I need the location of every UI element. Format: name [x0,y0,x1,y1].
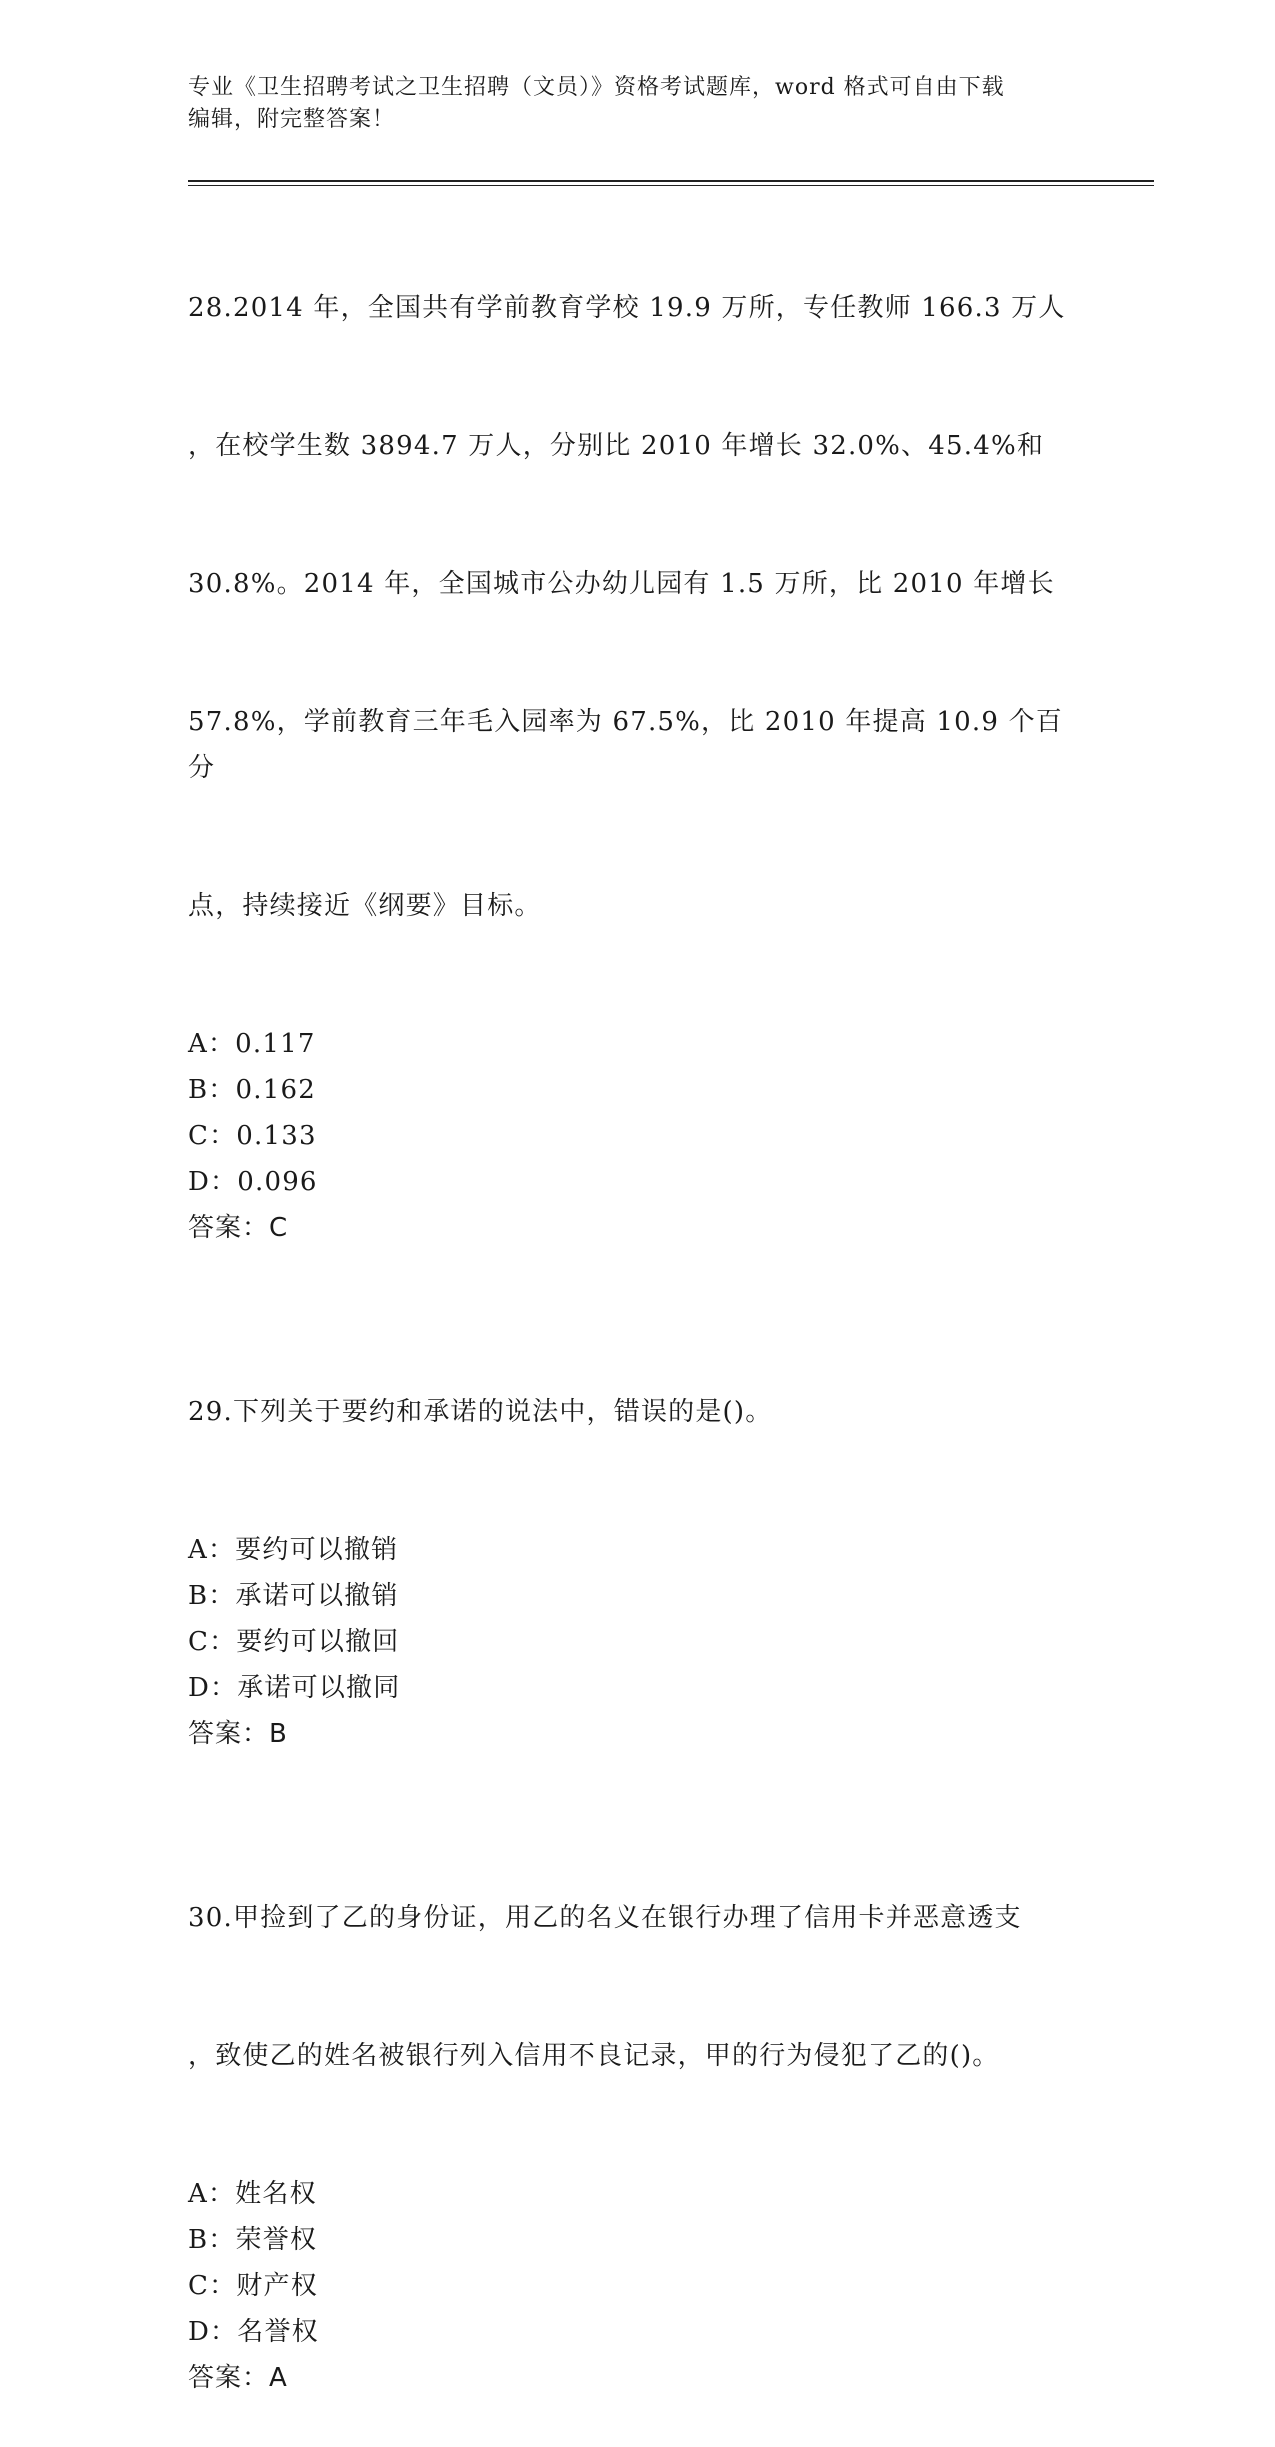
option-b: B：荣誉权 [188,2225,318,2255]
question-list [188,193,1088,2447]
stem-line: ，在校学生数 3894.7 万人，分别比 2010 年增长 32.0%、45.4%和 [188,431,1045,461]
answer-line: 答案：C [188,1213,289,1243]
option-b: B：0.162 [188,1075,316,1105]
option-a: A：姓名权 [188,2179,317,2209]
document-header [188,72,1088,136]
option-c: C：0.133 [188,1121,317,1151]
question-28 [188,193,1088,1251]
option-a: A：0.117 [188,1029,316,1059]
stem-line: 29.下列关于要约和承诺的说法中，错误的是()。 [188,1397,773,1427]
stem-line: 28.2014 年，全国共有学前教育学校 19.9 万所，专任教师 166.3 万人 [188,293,1066,323]
option-d: D：0.096 [188,1167,318,1197]
question-29 [188,1297,1088,1757]
option-b: B：承诺可以撤销 [188,1581,399,1611]
option-c: C：要约可以撤回 [188,1627,400,1657]
stem-line: 30.8%。2014 年，全国城市公办幼儿园有 1.5 万所，比 2010 年增长 [188,569,1055,599]
question-30 [188,1803,1088,2401]
stem-line: 30.甲捡到了乙的身份证，用乙的名义在银行办理了信用卡并恶意透支 [188,1903,1022,1933]
header-line-1: 专业《卫生招聘考试之卫生招聘（文员）》资格考试题库，word 格式可自由下载 [188,75,1005,100]
stem-line: 点，持续接近《纲要》目标。 [188,891,542,921]
stem-line: ，致使乙的姓名被银行列入信用不良记录，甲的行为侵犯了乙的()。 [188,2041,1000,2071]
question-stem [188,193,1088,1021]
header-divider-thick [188,180,1154,182]
option-a: A：要约可以撤销 [188,1535,399,1565]
header-line-2: 编辑，附完整答案！ [188,107,396,132]
option-d: D：名誉权 [188,2317,319,2347]
answer-line: 答案：A [188,2363,288,2393]
option-c: C：财产权 [188,2271,318,2301]
answer-line: 答案：B [188,1719,288,1749]
header-divider-thin [188,185,1154,186]
question-stem [188,1297,1088,1527]
option-d: D：承诺可以撤同 [188,1673,401,1703]
question-stem [188,1803,1088,2171]
stem-line: 57.8%，学前教育三年毛入园率为 67.5%，比 2010 年提高 10.9 个百分 [188,707,1063,783]
